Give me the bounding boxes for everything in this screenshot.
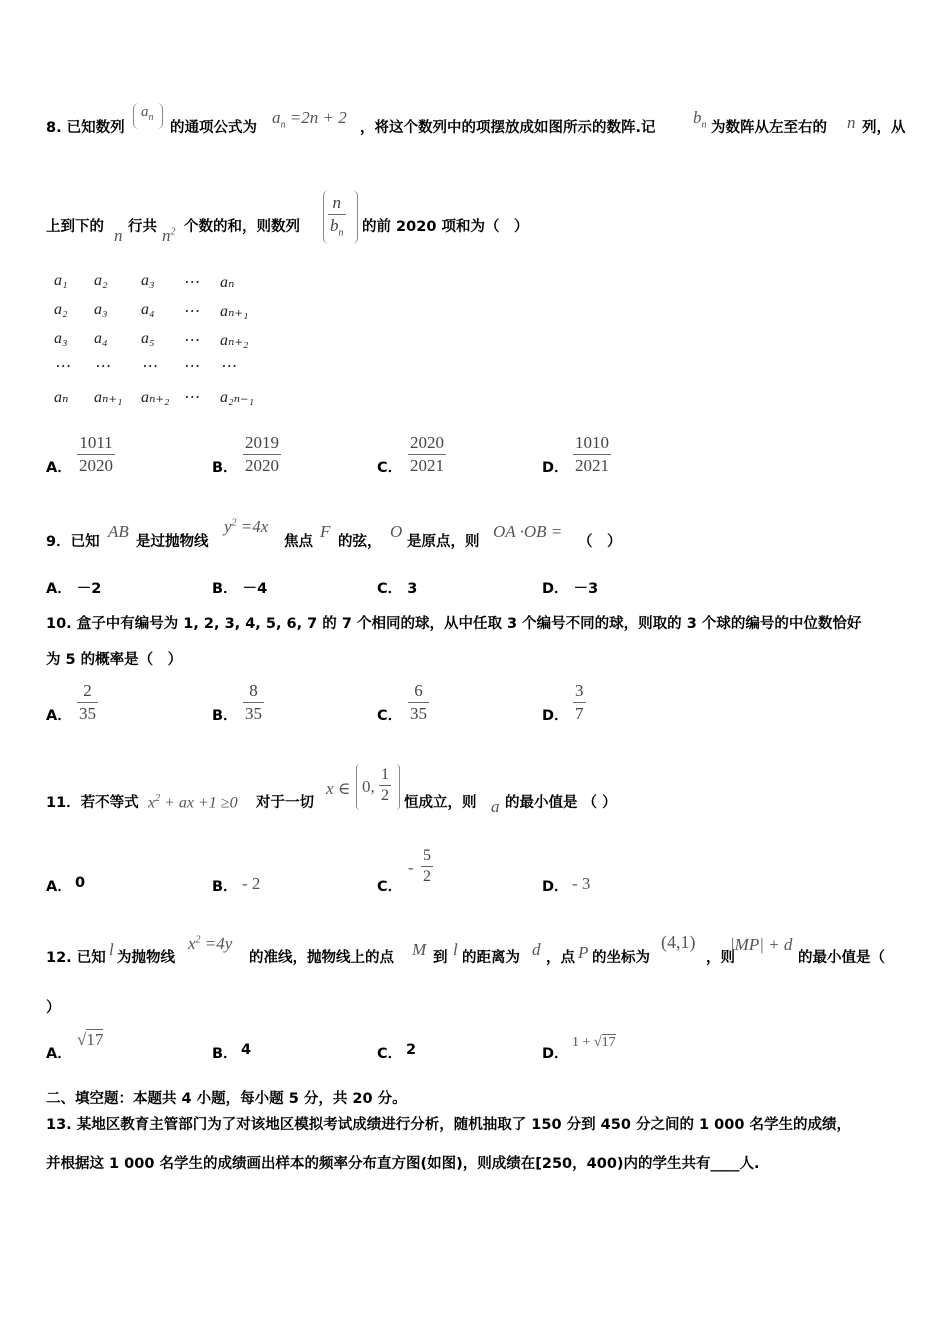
q11-math-a: a xyxy=(491,797,500,816)
q8-option-b-numerator: 2019 xyxy=(245,433,279,452)
q8-math-n: n xyxy=(847,113,856,132)
q12-math-p: P xyxy=(578,943,589,962)
q12-text-2: 为抛物线 xyxy=(117,950,175,966)
matrix-cell-r2-c1: a₂ xyxy=(54,301,68,318)
q10-option-a-fraction xyxy=(77,680,98,725)
q12-option-b-value: 4 xyxy=(241,1042,252,1058)
q12-option-d-label: D． xyxy=(542,1046,569,1062)
matrix-cell-r4-c5: ⋯ xyxy=(220,358,236,375)
matrix-cell-r5-c3: aₙ₊₂ xyxy=(141,389,170,406)
q11-option-a-label: A． xyxy=(46,879,72,895)
q11-option-c-fraction xyxy=(421,846,433,887)
matrix-cell-r3-c3: a₅ xyxy=(141,330,155,347)
q12-option-b-label: B． xyxy=(212,1046,238,1062)
q8-option-b-fraction xyxy=(243,432,281,477)
q8-option-c-fraction xyxy=(408,432,446,477)
matrix-cell-r1-c5: aₙ xyxy=(220,274,235,291)
q12-text-4: 到 xyxy=(433,950,448,966)
matrix-cell-r2-c5: aₙ₊₁ xyxy=(220,303,249,320)
q11-option-a-value: 0 xyxy=(75,875,86,891)
q12-text-1: 12. 已知 xyxy=(46,950,106,966)
q9-text-3: 焦点 xyxy=(284,534,313,550)
q12-math-coord: (4,1) xyxy=(661,932,696,952)
q11-text-3: 恒成立，则 xyxy=(404,795,477,811)
q10-option-d-denominator: 7 xyxy=(575,704,584,723)
q10-option-a-denominator: 35 xyxy=(79,704,96,723)
q8-fraction-n-over-bn: n $b_n$ xyxy=(330,193,344,239)
q11-math-x-in: x ∈ xyxy=(326,779,351,798)
matrix-cell-r5-c4: ⋯ xyxy=(183,389,199,406)
q12-option-a-sqrt-expr xyxy=(77,1030,103,1050)
matrix-cell-r4-c4: ⋯ xyxy=(183,358,199,375)
q11-option-b-value: - 2 xyxy=(242,874,261,893)
q12-math-parabola: $x^2 =4y$ xyxy=(188,934,233,953)
q12-math-l: l xyxy=(109,940,114,959)
section-2-heading: 二、填空题：本题共 4 小题，每小题 5 分，共 20 分。 xyxy=(46,1091,407,1107)
q10-option-b-fraction xyxy=(243,680,264,725)
matrix-cell-r2-c4: ⋯ xyxy=(183,303,199,320)
matrix-cell-r3-c5: aₙ₊₂ xyxy=(220,332,249,349)
matrix-cell-r4-c3: ⋯ xyxy=(141,358,157,375)
q9-option-b: B． －4 xyxy=(212,581,268,597)
q11-option-d-value: - 3 xyxy=(572,874,591,893)
q10-option-c-label: C． xyxy=(377,708,403,724)
q13-line-2: 并根据这 1 000 名学生的成绩画出样本的频率分布直方图(如图)，则成绩在[250，400)内的学生共有____人. xyxy=(46,1156,760,1172)
q8-option-d-label: D． xyxy=(542,460,569,476)
q12-text-10: ） xyxy=(46,1000,61,1016)
matrix-cell-r2-c3: a₄ xyxy=(141,301,155,318)
q11-math-zero: 0, xyxy=(362,777,375,796)
q11-option-c-numerator: 5 xyxy=(423,847,431,864)
q9-option-a: A． －2 xyxy=(46,581,102,597)
q8-math-bn: $b_n$ xyxy=(693,108,707,131)
matrix-cell-r1-c2: a₂ xyxy=(94,272,108,289)
q11-text-4: 的最小值是 （ ） xyxy=(505,795,617,811)
matrix-cell-r1-c4: ⋯ xyxy=(183,274,199,291)
q8-option-d-denominator: 2021 xyxy=(575,456,609,475)
q11-option-b-label: B． xyxy=(212,879,238,895)
q11-option-d-label: D． xyxy=(542,879,569,895)
q12-option-a-label: A． xyxy=(46,1046,72,1062)
q10-option-c-fraction xyxy=(408,680,429,725)
q8-text-8: 个数的和，则数列 xyxy=(184,219,300,235)
q9-math-dot: OA ·OB = xyxy=(493,522,563,541)
q8-option-a-label: A． xyxy=(46,460,72,476)
q8-option-a-denominator: 2020 xyxy=(79,456,113,475)
q8-option-b-denominator: 2020 xyxy=(245,456,279,475)
q9-text-1: 9．已知 xyxy=(46,534,100,550)
q12-option-d-radicand: 17 xyxy=(601,1035,616,1050)
q9-math-f: F xyxy=(320,522,331,541)
q12-option-d-sqrt-expr xyxy=(572,1035,616,1051)
q8-text-7: 行共 xyxy=(128,219,157,235)
q12-math-m: M xyxy=(412,940,427,959)
q8-option-b-label: B． xyxy=(212,460,238,476)
q10-option-b-denominator: 35 xyxy=(245,704,262,723)
q8-option-a-numerator: 1011 xyxy=(79,433,113,452)
q9-text-5: 是原点，则 xyxy=(407,534,480,550)
q12-text-5: 的距离为 xyxy=(462,950,520,966)
q8-text-6: 上到下的 xyxy=(46,219,104,235)
q8-option-c-denominator: 2021 xyxy=(410,456,444,475)
q12-option-d-radical: √ xyxy=(593,1035,602,1050)
q8-option-a-fraction xyxy=(77,432,115,477)
q10-option-c-denominator: 35 xyxy=(410,704,427,723)
q12-text-3: 的准线，抛物线上的点 xyxy=(249,950,394,966)
q11-option-c-label: C． xyxy=(377,879,403,895)
q8-math-n2: n xyxy=(114,226,123,245)
q12-text-8: ，则 xyxy=(706,950,735,966)
q10-option-b-numerator: 8 xyxy=(249,681,258,700)
q12-option-a-radicand: 17 xyxy=(86,1030,104,1049)
matrix-cell-r3-c4: ⋯ xyxy=(183,332,199,349)
q8-text-1: 8. 已知数列 xyxy=(46,120,125,136)
q12-math-expr: |MP| + d xyxy=(730,935,793,954)
q12-math-l2: l xyxy=(453,940,458,959)
q8-math-an: $a_n$ xyxy=(141,104,154,123)
q12-text-7: 的坐标为 xyxy=(592,950,650,966)
q8-text-5: 列，从 xyxy=(862,120,906,136)
q9-math-parabola: $y^2 =4x$ xyxy=(224,517,269,536)
q11-text-1: 11．若不等式 xyxy=(46,795,139,811)
q13-line-1: 13. 某地区教育主管部门为了对该地区模拟考试成绩进行分析，随机抽取了 150 分到 450 分之间的 1 000 名学生的成绩， xyxy=(46,1117,851,1133)
q8-math-formula: $a_n =2n + 2$ xyxy=(272,108,347,131)
q9-option-d: D． －3 xyxy=(542,581,599,597)
q10-option-d-fraction xyxy=(573,680,586,725)
q12-option-d-prefix: 1 + xyxy=(572,1035,594,1050)
q11-math-inequality: $x^2$ + ax +1 ≥0 xyxy=(148,793,238,812)
q8-text-4: 为数阵从左至右的 xyxy=(711,120,827,136)
q9-text-4: 的弦， xyxy=(338,534,382,550)
q12-text-6: ，点 xyxy=(546,950,575,966)
q8-option-d-fraction xyxy=(573,432,611,477)
q11-text-2: 对于一切 xyxy=(256,795,314,811)
q10-line-1: 10. 盒子中有编号为 1, 2, 3, 4, 5, 6, 7 的 7 个相同的球，从中任取 3 个编号不同的球，则取的 3 个球的编号的中位数恰好 xyxy=(46,616,862,632)
q12-text-9: 的最小值是（ xyxy=(798,950,885,966)
q10-option-a-numerator: 2 xyxy=(83,681,92,700)
matrix-cell-r3-c2: a₄ xyxy=(94,330,108,347)
q8-option-d-numerator: 1010 xyxy=(575,433,609,452)
q9-text-6: （ ） xyxy=(578,534,622,550)
q9-math-o: O xyxy=(390,522,403,541)
matrix-cell-r1-c3: a₃ xyxy=(141,272,155,289)
q8-math-nsq: $n^2$ xyxy=(162,226,176,245)
q10-option-d-numerator: 3 xyxy=(575,681,584,700)
q8-option-c-label: C． xyxy=(377,460,403,476)
q11-option-c-minus: - xyxy=(408,858,414,877)
q12-option-c-label: C． xyxy=(377,1046,403,1062)
matrix-cell-r3-c1: a₃ xyxy=(54,330,68,347)
q9-math-ab: AB xyxy=(108,522,129,541)
q9-option-c: C． 3 xyxy=(377,581,418,597)
matrix-cell-r1-c1: a₁ xyxy=(54,272,68,289)
q8-text-3: ，将这个数列中的项摆放成如图所示的数阵.记 xyxy=(360,120,656,136)
matrix-cell-r5-c1: aₙ xyxy=(54,389,69,406)
q10-option-b-label: B． xyxy=(212,708,238,724)
matrix-cell-r4-c2: ⋯ xyxy=(94,358,110,375)
q8-option-c-numerator: 2020 xyxy=(410,433,444,452)
q11-fraction-half: 1 2 xyxy=(381,766,389,804)
matrix-cell-r5-c2: aₙ₊₁ xyxy=(94,389,123,406)
q12-option-a-radical: √ xyxy=(77,1030,87,1049)
q10-line-2: 为 5 的概率是（ ） xyxy=(46,652,183,668)
matrix-cell-r5-c5: a₂ₙ₋₁ xyxy=(220,389,255,406)
q9-text-2: 是过抛物线 xyxy=(136,534,209,550)
q10-option-a-label: A． xyxy=(46,708,72,724)
matrix-cell-r4-c1: ⋯ xyxy=(54,358,70,375)
matrix-cell-r2-c2: a₃ xyxy=(94,301,108,318)
q11-option-c-denominator: 2 xyxy=(423,868,431,885)
q10-option-d-label: D． xyxy=(542,708,569,724)
q8-text-9: 的前 2020 项和为（ ） xyxy=(362,219,529,235)
q12-option-c-value: 2 xyxy=(406,1042,417,1058)
q10-option-c-numerator: 6 xyxy=(414,681,423,700)
q8-text-2: 的通项公式为 xyxy=(170,120,257,136)
q12-math-d: d xyxy=(532,940,541,959)
